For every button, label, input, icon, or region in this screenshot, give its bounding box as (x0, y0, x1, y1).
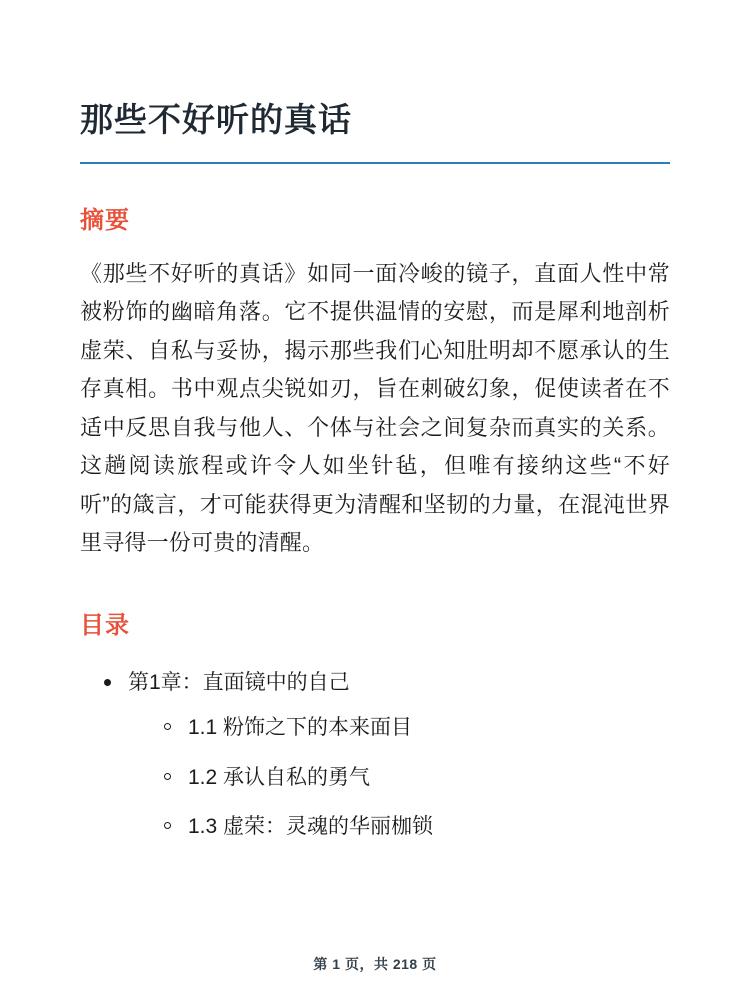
abstract-body: 《那些不好听的真话》如同一面冷峻的镜子，直面人性中常被粉饰的幽暗角落。它不提供温情的安慰，而是犀利地剖析虚荣、自私与妥协，揭示那些我们心知肚明却不愿承认的生存真相。书中观点尖锐如刃，旨在刺破幻象，促使读者在不适中反思自我与他人、个体与社会之间复杂而真实的关系。这趟阅读旅程或许令人如坐针毡，但唯有接纳这些“不好听”的箴言，才可能获得更为清醒和坚韧的力量，在混沌世界里寻得一份可贵的清醒。 (80, 260, 670, 556)
toc-section-label: 1.3 虚荣：灵魂的华丽枷锁 (188, 815, 434, 839)
toc-section-list (128, 711, 670, 844)
page-footer: 第 1 页，共 218 页 (313, 956, 437, 972)
toc-heading: 目录 (80, 611, 130, 639)
title-divider (80, 162, 670, 164)
toc-chapter-label: 第1章：直面镜中的自己 (128, 670, 350, 694)
abstract-heading: 摘要 (80, 206, 130, 234)
toc-section-item[interactable] (162, 711, 670, 745)
page-title: 那些不好听的真话 (80, 101, 352, 138)
toc-list (80, 666, 670, 844)
toc-chapter-item[interactable] (102, 666, 670, 844)
toc-section-label: 1.2 承认自私的勇气 (188, 765, 371, 789)
toc-section-label: 1.1 粉饰之下的本来面目 (188, 716, 413, 740)
toc-section-item[interactable] (162, 810, 670, 844)
toc-section-item[interactable] (162, 761, 670, 795)
